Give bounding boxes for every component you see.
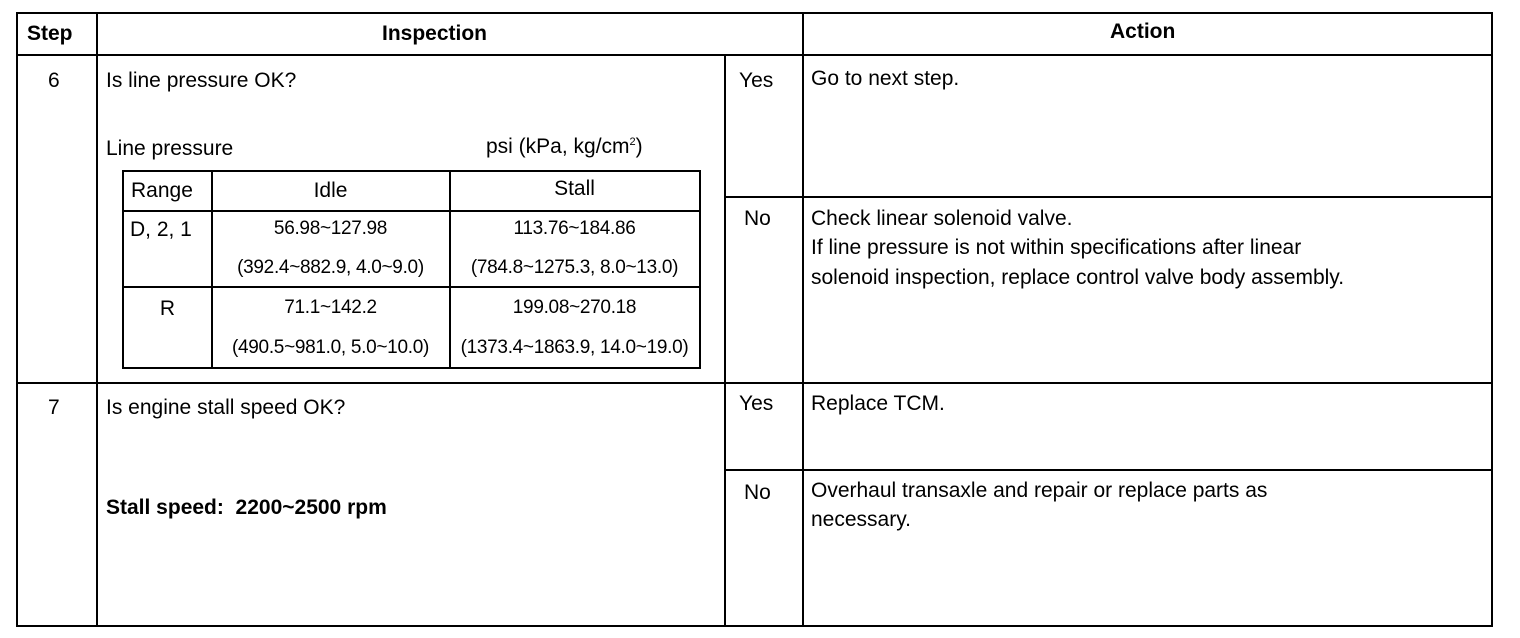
subtable-left <box>122 170 124 368</box>
step-number: 6 <box>48 69 60 92</box>
subtable-stall-r-metric: (1373.4~1863.9, 14.0~19.0) <box>460 337 689 358</box>
no-label: No <box>744 207 771 230</box>
table-left-border <box>16 12 18 627</box>
step-number: 7 <box>48 396 60 419</box>
inspection-question: Is line pressure OK? <box>106 69 297 92</box>
subtable-header-idle: Idle <box>313 179 348 202</box>
yes-action: Go to next step. <box>811 67 960 90</box>
subtable-idle-r: 71.1~142.2 <box>284 297 377 318</box>
subtable-idle-r-metric: (490.5~981.0, 5.0~10.0) <box>232 337 429 358</box>
no-action-line-1: Overhaul transaxle and repair or replace parts as <box>811 479 1268 502</box>
row-6-bottom-border <box>16 382 1493 384</box>
subtable-header-bottom <box>122 210 701 212</box>
row-6-yes-no-divider <box>724 196 1493 198</box>
subtable-row-divider <box>122 286 701 288</box>
subtable-right <box>699 170 701 368</box>
no-action-line-3: solenoid inspection, replace control valve body assembly. <box>811 266 1345 289</box>
table-bottom-border <box>16 625 1493 627</box>
subtable-stall-r: 199.08~270.18 <box>512 297 637 318</box>
no-label: No <box>744 481 771 504</box>
subtable-header-stall: Stall <box>554 177 595 200</box>
subtable-range-r: R <box>159 297 176 320</box>
subtable-top <box>122 170 701 172</box>
subtable-idle-d21-metric: (392.4~882.9, 4.0~9.0) <box>237 257 424 278</box>
stall-speed-spec: Stall speed: 2200~2500 rpm <box>106 496 387 519</box>
subtable-header-range: Range <box>131 179 193 202</box>
yes-label: Yes <box>739 69 774 92</box>
no-action-line-2: necessary. <box>811 508 911 531</box>
action-column-divider <box>802 12 804 627</box>
yes-label: Yes <box>739 392 774 415</box>
yes-action: Replace TCM. <box>811 392 945 415</box>
subtable-stall-d21-metric: (784.8~1275.3, 8.0~13.0) <box>470 257 679 278</box>
subtable-range-d21: D, 2, 1 <box>130 218 192 241</box>
subtable-bottom <box>122 367 701 369</box>
row-7-yes-no-divider <box>724 469 1493 471</box>
subtable-stall-d21: 113.76~184.86 <box>513 218 636 239</box>
subtable-idle-d21: 56.98~127.98 <box>273 218 388 239</box>
header-step: Step <box>27 22 73 45</box>
inspection-question: Is engine stall speed OK? <box>106 396 346 419</box>
header-action: Action <box>1110 20 1176 43</box>
header-bottom-border <box>16 54 1493 56</box>
pressure-units: psi (kPa, $kg/cm^2$) <box>486 135 643 158</box>
yesno-column-divider <box>724 54 726 627</box>
step-column-divider <box>96 12 98 627</box>
no-action-line-2: If line pressure is not within specifications after linear <box>811 236 1302 259</box>
line-pressure-label: Line pressure <box>106 137 234 160</box>
header-inspection: Inspection <box>382 22 488 45</box>
table-right-border <box>1491 12 1493 627</box>
no-action-line-1: Check linear solenoid valve. <box>811 207 1073 230</box>
table-top-border <box>16 12 1493 14</box>
